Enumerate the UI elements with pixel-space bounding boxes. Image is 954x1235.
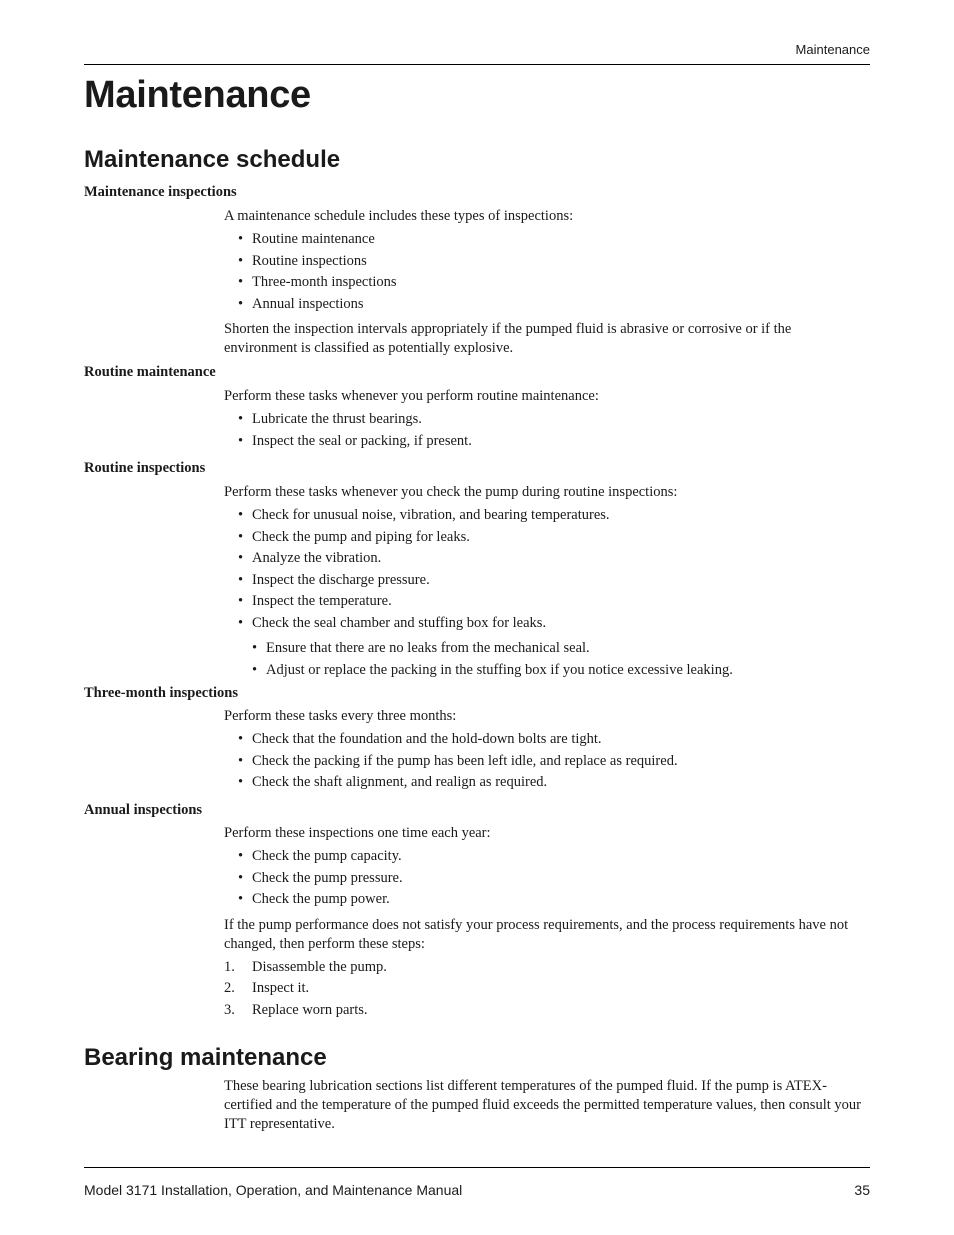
list-item: • Inspect the seal or packing, if present.	[238, 432, 472, 449]
paragraph: Perform these inspections one time each year:	[224, 825, 491, 841]
list-item: • Adjust or replace the packing in the stuffing box if you notice excessive leaking.	[252, 661, 733, 678]
annual-steps-list	[224, 958, 864, 1023]
paragraph: Perform these tasks every three months:	[224, 708, 457, 724]
paragraph: A maintenance schedule includes these types of inspections:	[224, 208, 574, 224]
list-item: • Three-month inspections	[238, 274, 397, 290]
inspection-types-list	[224, 230, 864, 316]
paragraph: Perform these tasks whenever you check the pump during routine inspections:	[224, 484, 678, 500]
list-item: • Check the pump capacity.	[238, 848, 402, 864]
subhead-maintenance-inspections: Maintenance inspections	[84, 184, 237, 200]
routine-maintenance-body	[224, 387, 864, 457]
list-item: • Lubricate the thrust bearings.	[238, 411, 422, 427]
running-header: Maintenance	[795, 42, 870, 57]
list-item: • Check for unusual noise, vibration, and bearing temperatures.	[238, 507, 610, 523]
list-item: • Routine inspections	[238, 252, 367, 269]
paragraph: If the pump performance does not satisfy your process requirements, and the process requirements have not changed, then perform these steps:	[224, 916, 849, 952]
list-item: • Check that the foundation and the hold-down bolts are tight.	[238, 731, 602, 747]
list-item: • Check the seal chamber and stuffing box for leaks.	[238, 614, 547, 631]
section-title-bearing-maintenance: Bearing maintenance	[84, 1044, 327, 1071]
list-item: • Ensure that there are no leaks from the mechanical seal.	[252, 640, 590, 656]
subhead-annual-inspections: Annual inspections	[84, 802, 203, 818]
maintenance-inspections-body	[224, 207, 864, 362]
list-item: • Check the pump power.	[238, 891, 390, 907]
routine-inspections-body	[224, 483, 864, 686]
list-item: 3. Replace worn parts.	[224, 1001, 368, 1018]
seal-check-sublist	[224, 639, 864, 682]
routine-inspections-list	[224, 506, 864, 635]
list-item: • Inspect the temperature.	[238, 593, 392, 609]
footer-rule	[84, 1167, 870, 1168]
footer-manual-title: Model 3171 Installation, Operation, and Maintenance Manual	[84, 1182, 463, 1198]
annual-body	[224, 824, 864, 1026]
footer-page-number: 35	[854, 1182, 870, 1198]
list-item: • Check the pump pressure.	[238, 869, 403, 886]
list-item: • Routine maintenance	[238, 231, 375, 247]
annual-list	[224, 847, 864, 912]
list-item: • Check the packing if the pump has been left idle, and replace as required.	[238, 752, 678, 769]
list-item: • Check the pump and piping for leaks.	[238, 528, 470, 545]
paragraph: Perform these tasks whenever you perform routine maintenance:	[224, 388, 599, 404]
paragraph: These bearing lubrication sections list different temperatures of the pumped fluid. If the pump is ATEX-certified and the temperature of the pumped fluid exceeds the permitted temperature values, then consult your ITT representative.	[224, 1078, 861, 1132]
list-item: • Check the shaft alignment, and realign as required.	[238, 774, 548, 790]
list-item: • Analyze the vibration.	[238, 550, 382, 566]
subhead-routine-inspections: Routine inspections	[84, 460, 206, 476]
subhead-three-month-inspections: Three-month inspections	[84, 685, 239, 701]
section-title-maintenance-schedule: Maintenance schedule	[84, 146, 341, 173]
subhead-routine-maintenance: Routine maintenance	[84, 364, 216, 380]
routine-maintenance-list	[224, 410, 864, 453]
three-month-list	[224, 730, 864, 795]
list-item: 1. Disassemble the pump.	[224, 958, 387, 975]
header-rule	[84, 64, 870, 65]
bearing-body	[224, 1077, 864, 1138]
paragraph: Shorten the inspection intervals appropriately if the pumped fluid is abrasive or corrosive or if the environment is classified as potentially explosive.	[224, 321, 792, 356]
three-month-body	[224, 707, 864, 799]
chapter-title: Maintenance	[84, 74, 311, 116]
list-item: 2. Inspect it.	[224, 980, 310, 996]
list-item: • Inspect the discharge pressure.	[238, 571, 430, 588]
list-item: • Annual inspections	[238, 295, 364, 312]
